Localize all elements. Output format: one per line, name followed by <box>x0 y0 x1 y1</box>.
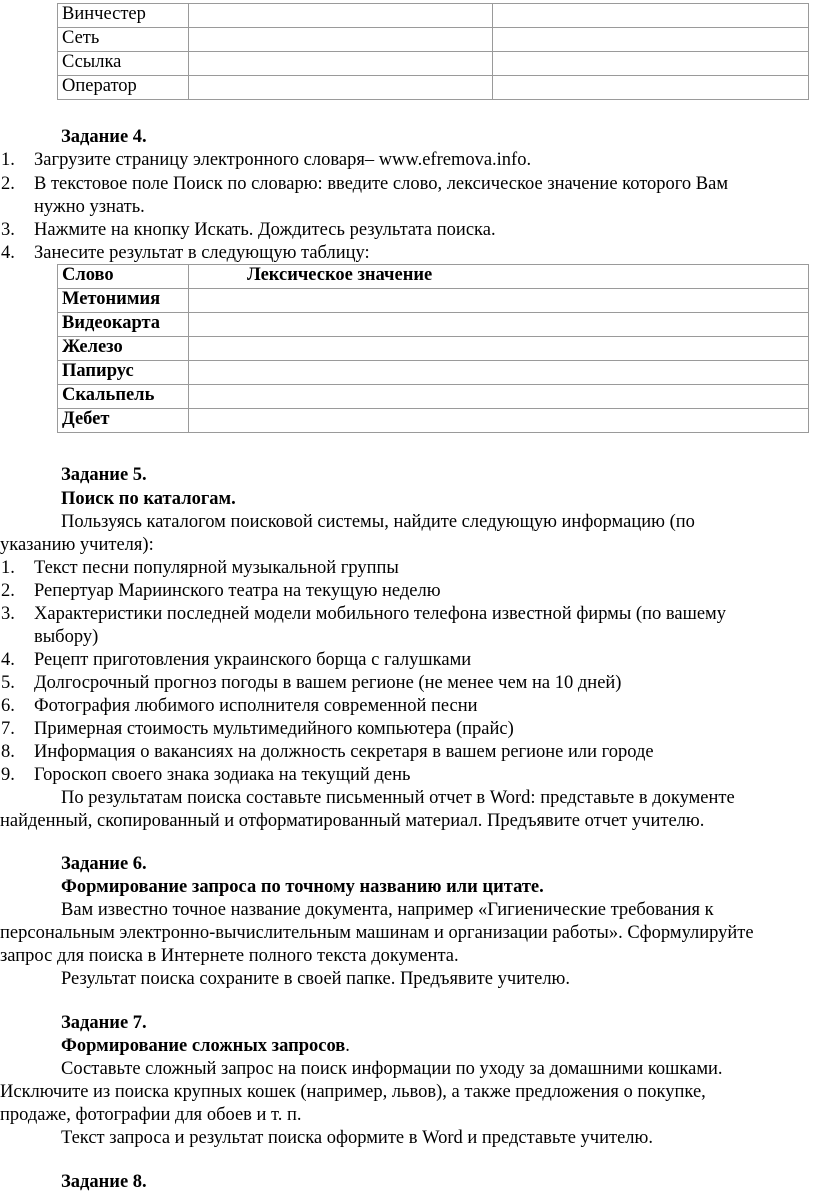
dictionary-table <box>57 264 809 433</box>
paragraph-line: Составьте сложный запрос на поиск информации по уходу за домашними кошками. <box>61 1059 723 1079</box>
list-text: Нажмите на кнопку Искать. Дождитесь результата поиска. <box>34 220 496 240</box>
paragraph-line: Вам известно точное название документа, например «Гигиенические требования к <box>61 900 714 920</box>
table-cell: Оператор <box>62 76 137 96</box>
task7-subtitle <box>61 1035 350 1058</box>
paragraph-line: запрос для поиска в Интернете полного текста документа. <box>0 946 459 966</box>
table-row <box>58 313 809 337</box>
table-cell: Скальпель <box>62 385 155 405</box>
table-row <box>58 361 809 385</box>
list-text: Репертуар Мариинского театра на текущую неделю <box>34 581 441 601</box>
task7-subtitle-period: . <box>345 1036 350 1056</box>
list-number: 3. <box>1 220 15 240</box>
table-row <box>58 409 809 433</box>
list-text: Фотография любимого исполнителя современной песни <box>34 696 478 716</box>
table-row <box>58 28 809 52</box>
column-header: Слово <box>62 265 114 285</box>
paragraph-line: Пользуясь каталогом поисковой системы, найдите следующую информацию (по <box>61 512 695 532</box>
paragraph-line: указанию учителя): <box>0 535 154 555</box>
paragraph-line: Результат поиска сохраните в своей папке. Предъявите учителю. <box>61 969 570 989</box>
table-cell: Дебет <box>62 409 110 429</box>
task7-title: Задание 7. <box>61 1013 147 1033</box>
task6-title: Задание 6. <box>61 854 147 874</box>
table-row <box>58 76 809 100</box>
list-number: 6. <box>1 696 15 716</box>
table-cell: Видеокарта <box>62 313 161 333</box>
task4-title: Задание 4. <box>61 127 147 147</box>
list-text: Характеристики последней модели мобильного телефона известной фирмы (по вашему <box>34 604 726 624</box>
list-number: 7. <box>1 719 15 739</box>
table-row <box>58 4 809 28</box>
list-text: Рецепт приготовления украинского борща с галушками <box>34 650 472 670</box>
list-number: 9. <box>1 765 15 785</box>
list-number: 4. <box>1 650 15 670</box>
list-text: В текстовое поле Поиск по словарю: введите слово, лексическое значение которого Вам <box>34 174 729 194</box>
top-table <box>57 3 809 100</box>
list-number: 1. <box>1 558 15 578</box>
table-row <box>58 337 809 361</box>
table-row <box>58 385 809 409</box>
list-text: Текст песни популярной музыкальной группы <box>34 558 399 578</box>
list-number: 2. <box>1 581 15 601</box>
list-text: Примерная стоимость мультимедийного компьютера (прайс) <box>34 719 514 739</box>
paragraph-line: Исключите из поиска крупных кошек (например, львов), а также предложения о покупке, <box>0 1082 706 1102</box>
table-row <box>58 52 809 76</box>
table-cell: Сеть <box>62 28 100 48</box>
table-cell: Метонимия <box>62 289 161 309</box>
list-text: Долгосрочный прогноз погоды в вашем регионе (не менее чем на 10 дней) <box>34 673 622 693</box>
list-number: 8. <box>1 742 15 762</box>
column-header: Лексическое значение <box>246 265 433 285</box>
list-number: 2. <box>1 174 15 194</box>
list-number: 1. <box>1 150 15 170</box>
list-number: 4. <box>1 243 15 263</box>
list-text: нужно узнать. <box>34 197 145 217</box>
task5-title: Задание 5. <box>61 465 147 485</box>
task8-title: Задание 8. <box>61 1172 147 1192</box>
list-text: Информация о вакансиях на должность секретаря в вашем регионе или городе <box>34 742 654 762</box>
task5-subtitle: Поиск по каталогам. <box>61 489 236 509</box>
list-text: Гороскоп своего знака зодиака на текущий день <box>34 765 411 785</box>
list-text: выбору) <box>34 627 99 647</box>
table-cell: Ссылка <box>62 52 122 72</box>
table-cell: Железо <box>62 337 123 357</box>
table-header-row <box>58 265 809 289</box>
paragraph-line: найденный, скопированный и отформатированный материал. Предъявите отчет учителю. <box>0 811 705 831</box>
task6-subtitle: Формирование запроса по точному названию или цитате. <box>61 877 544 897</box>
paragraph-line: персональным электронно-вычислительным машинам и организации работы». Сформулируйте <box>0 923 754 943</box>
table-cell: Папирус <box>62 361 134 381</box>
list-text: Загрузите страницу электронного словаря– www.efremova.info. <box>34 150 532 170</box>
table-cell: Винчестер <box>62 4 146 24</box>
list-number: 3. <box>1 604 15 624</box>
list-number: 5. <box>1 673 15 693</box>
task7-subtitle-text: Формирование сложных запросов <box>61 1036 346 1056</box>
paragraph-line: По результатам поиска составьте письменный отчет в Word: представьте в документе <box>61 788 735 808</box>
paragraph-line: продаже, фотографии для обоев и т. п. <box>0 1105 302 1125</box>
table-row <box>58 289 809 313</box>
list-text: Занесите результат в следующую таблицу: <box>34 243 370 263</box>
paragraph-line: Текст запроса и результат поиска оформите в Word и представьте учителю. <box>61 1128 653 1148</box>
